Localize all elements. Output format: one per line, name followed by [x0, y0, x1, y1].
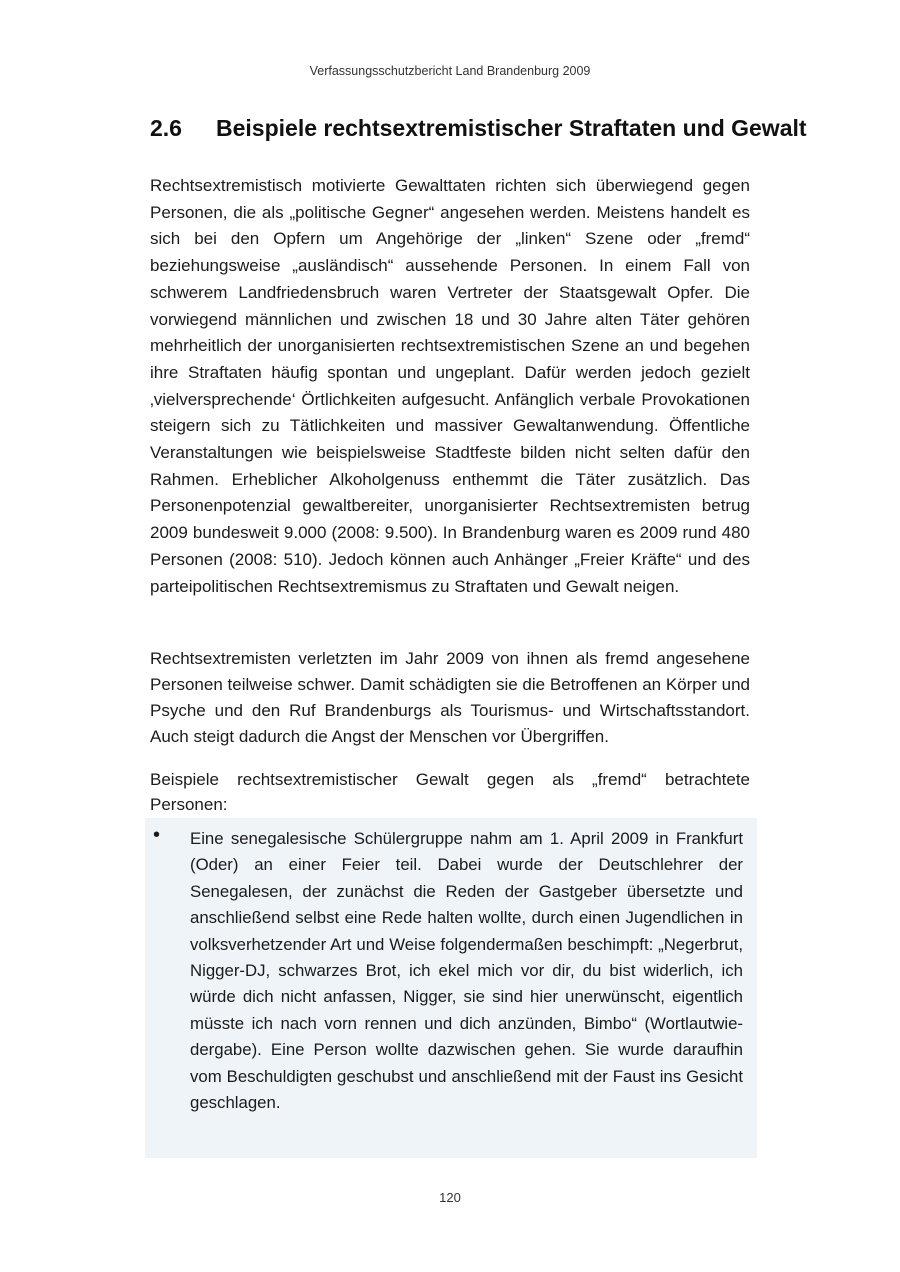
example-item-text: Eine senegalesische Schülergruppe nahm am 1. April 2009 in Frankfurt (Oder) an einer Feier teil. Dabei wurde der Deutschlehrer der Senegalesen, der zunächst die Reden der Gastgeber übersetzte und anschließend selbst eine Rede halten wollte, durch einen Jugendlichen in volksverhetzender Art und Weise folgendermaßen beschimpft: „Negerbrut, Nigger-DJ, schwarzes Brot, ich ekel mich vor dir, du bist widerlich, ich würde dich nicht anfassen, Nigger, sie sind hier unerwünscht, eigentlich müsste ich nach vorn rennen und dich anzünden, Bimbo“ (Wortlautwiedergabe). Eine Person wollte dazwischen gehen. Sie wurde daraufhin vom Beschuldigten geschubst und anschließend mit der Faust ins Gesicht geschlagen.: [190, 829, 743, 1113]
bullet-marker: •: [153, 824, 161, 846]
body-paragraph-2: Rechtsextremisten verletzten im Jahr 2009 von ihnen als fremd angesehene Personen teilweise schwer. Damit schädigten sie die Betroffenen an Körper und Psyche und den Ruf Brandenburgs als Tourismus- und Wirtschaftsstandort. Auch steigt dadurch die Angst der Menschen vor Übergriffen.: [150, 649, 750, 746]
section-number: 2.6: [150, 115, 182, 141]
running-header: Verfassungsschutzbericht Land Brandenburg 2009: [309, 64, 591, 78]
page-number: 120: [439, 1190, 461, 1205]
body-paragraph-1: Rechtsextremistisch motivierte Gewalttaten richten sich überwiegend gegen Personen, die als „politische Gegner“ angesehen werden. Meistens handelt es sich bei den Opfern um Angehörige der „linken“ Szene oder „fremd“ beziehungsweise „ausländisch“ aussehende Personen. In einem Fall von schwerem Landfriedensbruch waren Vertreter der Staatsgewalt Opfer. Die vorwiegend männlichen und zwischen 18 und 30 Jahre alten Täter gehören mehrheitlich der unorganisierten rechtsextremistischen Szene an und begehen ihre Straftaten häufig spontan und ungeplant. Dafür werden jedoch gezielt ‚vielversprechende‘ Örtlichkeiten aufgesucht. Anfänglich verbale Provokationen steigern sich zu Tätlichkeiten und massiver Gewaltanwendung. Öffentliche Veranstaltungen wie beispielsweise Stadtfeste bilden nicht selten dafür den Rahmen. Erheblicher Alkoholgenuss enthemmt die Täter zusätzlich. Das Personenpotenzial gewaltbereiter, unorganisierter Rechtsextremisten betrug 2009 bundesweit 9.000 (2008: 9.500). In Brandenburg waren es 2009 rund 480 Personen (2008: 510). Jedoch können auch Anhänger „Freier Kräfte“ und des parteipolitischen Rechtsextremismus zu Straftaten und Gewalt neigen.: [150, 176, 750, 596]
section-heading: [150, 115, 807, 142]
examples-intro: Beispiele rechtsextremistischer Gewalt gegen als „fremd“ betrachtete Personen:: [150, 770, 750, 814]
section-title: Beispiele rechtsextremistischer Straftaten und Gewalt: [216, 115, 807, 141]
